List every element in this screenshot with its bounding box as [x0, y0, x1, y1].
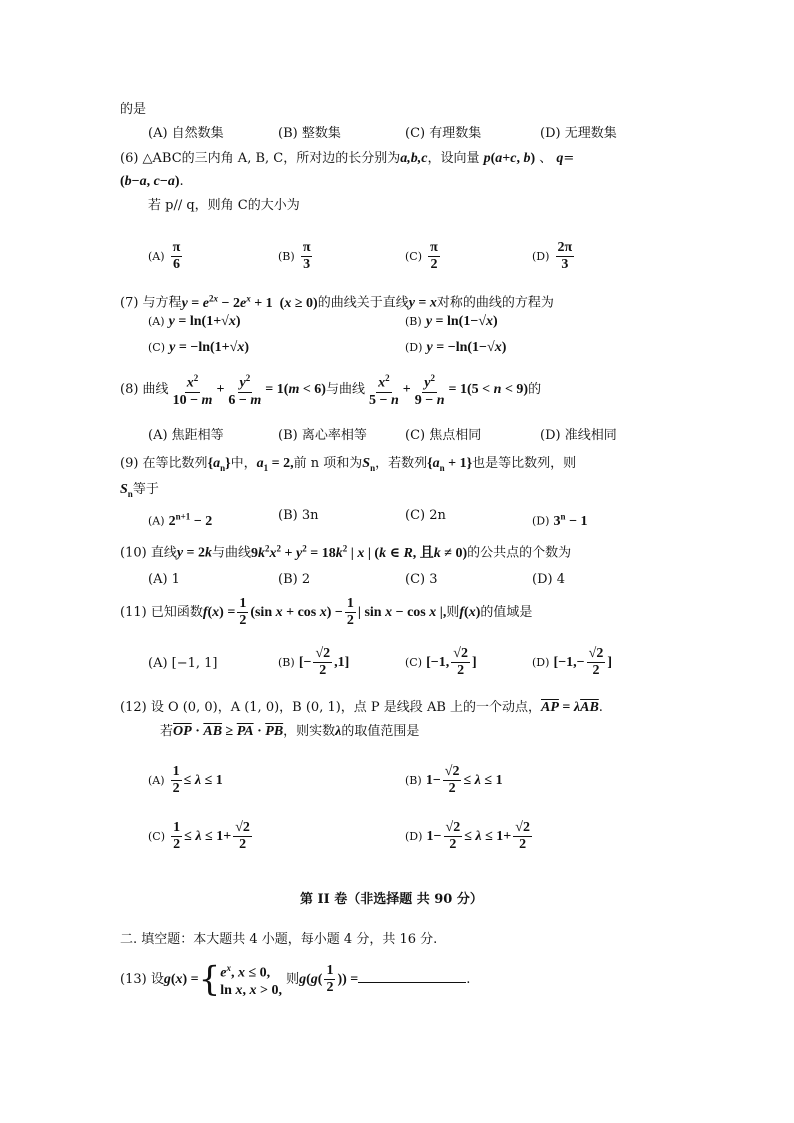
q7-option-c: (C) y = −ln(1+√x) — [148, 340, 249, 355]
q5-option-a: (A) 自然数集 — [148, 126, 224, 141]
q9-option-d: (D) $3^n - 1$ — [532, 511, 588, 529]
q6-question: (6) △ABC的三内角 A, B, C，所对边的长分别为a,b,c，设向量 p(a+c, b) 、 q= — [120, 151, 575, 166]
q12-option-d: (D) 1− $\frac{√2}{2}$ ≤ λ ≤ 1+ $\frac{√2}{2}$ — [405, 820, 530, 852]
q11-option-d: (D) [−1,− $\frac{√2}{2}$ ] — [532, 646, 613, 678]
q7-option-d: (D) y = −ln(1−√x) — [405, 340, 507, 355]
q8-option-c: (C) 焦点相同 — [405, 428, 482, 443]
q5-option-b: (B) 整数集 — [278, 126, 341, 141]
q6-option-a: (A) $\frac{\pi}{6}$ — [148, 240, 181, 272]
q6-option-d: (D) $\frac{2\pi}{3}$ — [532, 240, 573, 272]
q5-option-c: (C) 有理数集 — [405, 126, 482, 141]
q12-question: (12) 设 O (0, 0)，A (1, 0)，B (0, 1)，点 P 是线段 AB 上的一个动点，$\overline{AP} = \lambda\overline{AB}$. — [120, 700, 603, 715]
part2-heading: 二. 填空题：本大题共 4 小题，每小题 4 分，共 16 分. — [120, 932, 438, 947]
q10-option-a: (A) 1 — [148, 572, 180, 587]
q13-answer-blank[interactable] — [358, 970, 466, 983]
q10-option-b: (B) 2 — [278, 572, 311, 587]
q12-question-line2: 若$\overline{OP} \cdot \overline{AB} \ge \overline{PA} \cdot \overline{PB}$，则实数λ的取值范围是 — [160, 724, 420, 739]
q9-question: (9) 在等比数列$\{a_n\}$中，$a_1 = 2$,前 n 项和为$S_n$，若数列$\{a_n + 1\}$也是等比数列，则 — [120, 456, 577, 473]
q6-option-c: (C) $\frac{\pi}{2}$ — [405, 240, 438, 272]
q12-option-a: (A) $\frac{1}{2}$ ≤ λ ≤ 1 — [148, 764, 223, 796]
q11-option-a: (A) [−1, 1] — [148, 656, 218, 671]
q11-option-b: (B) [− $\frac{√2}{2}$ ,1] — [278, 646, 350, 678]
q8-option-b: (B) 离心率相等 — [278, 428, 367, 443]
q6-option-b: (B) $\frac{\pi}{3}$ — [278, 240, 311, 272]
q11-question: (11) 已知函数f(x) = $\frac{1}{2}$ (sin x + cos x) − $\frac{1}{2}$ | sin x − cos x |,则f(x)的值域是 — [120, 596, 533, 628]
q9-option-a: (A) $2^{n+1} - 2$ — [148, 511, 213, 529]
q12-option-c: (C) $\frac{1}{2}$ ≤ λ ≤ 1+ $\frac{√2}{2}$ — [148, 820, 250, 852]
q7-option-b: (B) y = ln(1−√x) — [405, 314, 498, 329]
q8-question: (8) 曲线 $\frac{x^2}{10 - m}$ + $\frac{y^2}{6 - m}$ = 1(m < 6)与曲线 $\frac{x^2}{5 - n}$ + $\frac{y^2}{9 - n}$ = 1(5 < n < 9)的 — [120, 370, 541, 409]
q13-question: (13) 设g(x) ={ $e^x$, x ≤ 0, ln x, x > 0, 则g(g( $\frac{1}{2}$ )) = . — [120, 959, 471, 1000]
continuation-text: 的是 — [120, 102, 147, 117]
section-title: 第 II 卷（非选择题 共 90 分） — [300, 892, 483, 907]
q10-question: (10) 直线y = 2k与曲线$9k^2x^2 + y^2 = 18k^2$ | x | (k ∈ R, 且k ≠ 0)的公共点的个数为 — [120, 543, 572, 561]
q6-question-line3: 若 p// q，则角 C的大小为 — [148, 198, 300, 213]
q9-option-b: (B) 3n — [278, 508, 319, 523]
q8-option-a: (A) 焦距相等 — [148, 428, 224, 443]
q7-option-a: (A) y = ln(1+√x) — [148, 314, 241, 329]
q6-question-line2: (b−a, c−a). — [120, 174, 184, 189]
q9-question-line2: $S_n$等于 — [120, 482, 159, 499]
q10-option-d: (D) 4 — [532, 572, 565, 587]
q7-question: (7) 与方程$y = e^{2x} - 2e^x + 1$ (x ≥ 0)的曲线关于直线y = x对称的曲线的方程为 — [120, 293, 554, 311]
q11-option-c: (C) [−1, $\frac{√2}{2}$ ] — [405, 646, 477, 678]
q12-option-b: (B) 1− $\frac{√2}{2}$ ≤ λ ≤ 1 — [405, 764, 503, 796]
q10-option-c: (C) 3 — [405, 572, 438, 587]
q8-option-d: (D) 准线相同 — [540, 428, 617, 443]
q9-option-c: (C) 2n — [405, 508, 446, 523]
q5-option-d: (D) 无理数集 — [540, 126, 617, 141]
